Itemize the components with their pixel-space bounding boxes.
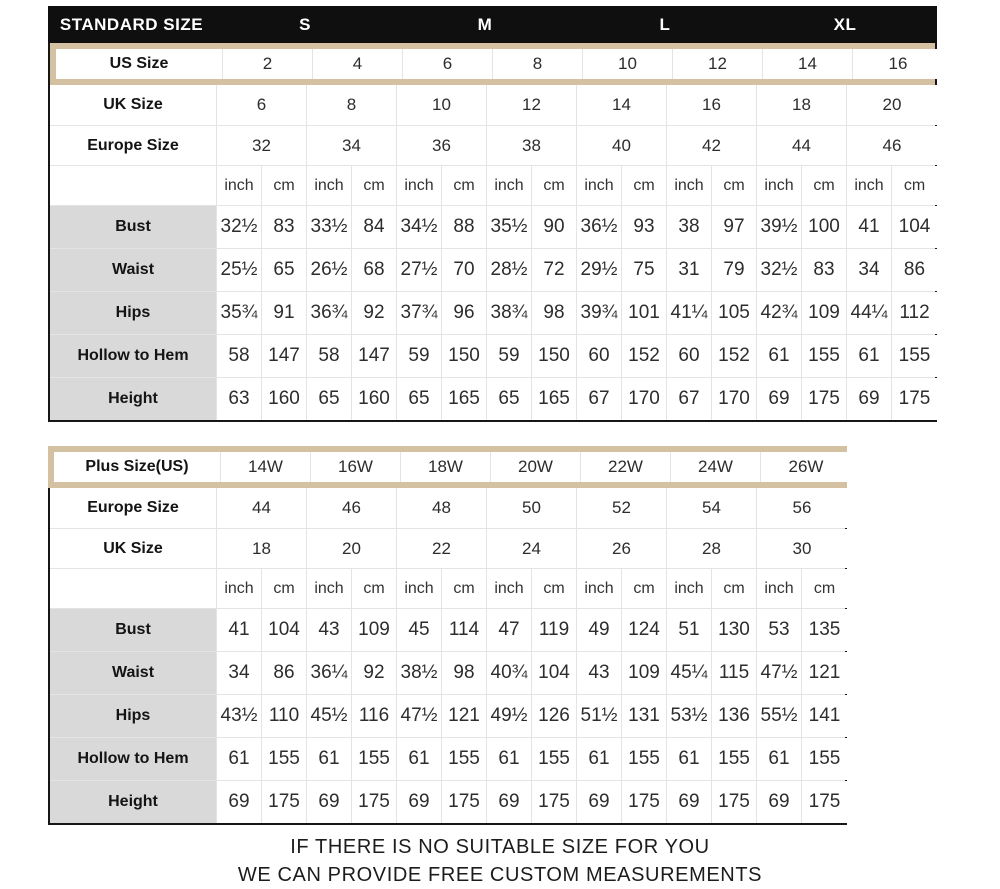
- size-value-cell: 24: [487, 529, 577, 568]
- measurement-value: 69: [397, 781, 442, 823]
- size-value-cell: 56: [757, 488, 847, 528]
- size-value-cell: 14: [577, 85, 667, 125]
- measurement-value: 32½: [217, 206, 262, 248]
- measurement-value: 53½: [667, 695, 712, 737]
- measurement-value: 175: [622, 781, 667, 823]
- measurement-value: 155: [802, 335, 847, 377]
- measurement-value: 29½: [577, 249, 622, 291]
- size-value-cell: 54: [667, 488, 757, 528]
- measurement-value: 112: [892, 292, 937, 334]
- measurement-value: 35½: [487, 206, 532, 248]
- inch-unit-cell: inch: [487, 569, 532, 608]
- size-value-cell: 14: [763, 49, 853, 79]
- measurement-value: 61: [217, 738, 262, 780]
- measurement-value: 65: [397, 378, 442, 420]
- size-letter-header: XL: [833, 14, 857, 34]
- cm-unit-cell: cm: [622, 166, 667, 205]
- size-value-cell: 2: [223, 49, 313, 79]
- measurement-value: 84: [352, 206, 397, 248]
- size-value-cell: 24W: [671, 452, 761, 482]
- measurement-value: 98: [442, 652, 487, 694]
- measurement-value: 175: [442, 781, 487, 823]
- measurement-row: [50, 780, 845, 823]
- measurement-value: 41¼: [667, 292, 712, 334]
- measurement-value: 104: [892, 206, 937, 248]
- measurement-value: 155: [532, 738, 577, 780]
- measurement-label: Waist: [50, 652, 217, 694]
- size-value-cell: 12: [673, 49, 763, 79]
- size-value-cell: 44: [217, 488, 307, 528]
- measurement-value: 45½: [307, 695, 352, 737]
- measurement-label: Height: [50, 781, 217, 823]
- measurement-value: 124: [622, 609, 667, 651]
- measurement-value: 67: [667, 378, 712, 420]
- size-value-cell: 34: [307, 126, 397, 165]
- measurement-value: 59: [487, 335, 532, 377]
- measurement-value: 61: [487, 738, 532, 780]
- cm-unit-cell: cm: [262, 166, 307, 205]
- measurement-value: 60: [667, 335, 712, 377]
- measurement-value: 32½: [757, 249, 802, 291]
- cm-unit-cell: cm: [442, 569, 487, 608]
- size-value-cell: 46: [847, 126, 937, 165]
- measurement-value: 147: [262, 335, 307, 377]
- cm-unit-cell: cm: [712, 166, 757, 205]
- size-value-cell: 12: [487, 85, 577, 125]
- measurement-value: 34: [217, 652, 262, 694]
- inch-unit-cell: inch: [217, 569, 262, 608]
- plus-size-table: [48, 446, 847, 825]
- measurement-value: 160: [352, 378, 397, 420]
- size-value-cell: 16: [667, 85, 757, 125]
- measurement-value: 69: [757, 781, 802, 823]
- measurement-value: 43½: [217, 695, 262, 737]
- measurement-value: 155: [892, 335, 937, 377]
- measurement-value: 116: [352, 695, 397, 737]
- measurement-value: 68: [352, 249, 397, 291]
- measurement-value: 175: [262, 781, 307, 823]
- size-value-cell: 48: [397, 488, 487, 528]
- inch-unit-cell: inch: [397, 569, 442, 608]
- measurement-value: 49½: [487, 695, 532, 737]
- cm-unit-cell: cm: [712, 569, 757, 608]
- measurement-row: [50, 205, 935, 248]
- size-row: [50, 85, 935, 125]
- measurement-value: 47½: [397, 695, 442, 737]
- measurement-value: 109: [622, 652, 667, 694]
- inch-unit-cell: inch: [847, 166, 892, 205]
- measurement-value: 69: [577, 781, 622, 823]
- measurement-value: 45¼: [667, 652, 712, 694]
- measurement-value: 155: [712, 738, 757, 780]
- unit-row-label: [50, 569, 217, 608]
- measurement-value: 86: [892, 249, 937, 291]
- size-value-cell: 26W: [761, 452, 851, 482]
- row-label: Europe Size: [50, 126, 217, 165]
- measurement-value: 69: [487, 781, 532, 823]
- measurement-value: 109: [802, 292, 847, 334]
- size-value-cell: 30: [757, 529, 847, 568]
- measurement-label: Hips: [50, 695, 217, 737]
- row-label: UK Size: [50, 85, 217, 125]
- measurement-value: 175: [352, 781, 397, 823]
- standard-table-header: [48, 6, 937, 43]
- size-value-cell: 50: [487, 488, 577, 528]
- size-value-cell: 20: [307, 529, 397, 568]
- inch-unit-cell: inch: [397, 166, 442, 205]
- measurement-value: 104: [262, 609, 307, 651]
- size-value-cell: 52: [577, 488, 667, 528]
- cm-unit-cell: cm: [802, 166, 847, 205]
- measurement-value: 130: [712, 609, 757, 651]
- size-value-cell: 46: [307, 488, 397, 528]
- size-row: [54, 452, 841, 482]
- measurement-value: 65: [487, 378, 532, 420]
- size-value-cell: 10: [397, 85, 487, 125]
- inch-unit-cell: inch: [667, 166, 712, 205]
- measurement-value: 175: [892, 378, 937, 420]
- size-value-cell: 8: [493, 49, 583, 79]
- measurement-value: 155: [262, 738, 307, 780]
- measurement-value: 86: [262, 652, 307, 694]
- inch-unit-cell: inch: [577, 166, 622, 205]
- measurement-value: 63: [217, 378, 262, 420]
- size-value-cell: 42: [667, 126, 757, 165]
- size-value-cell: 16W: [311, 452, 401, 482]
- measurement-label: Hips: [50, 292, 217, 334]
- measurement-value: 31: [667, 249, 712, 291]
- measurement-value: 93: [622, 206, 667, 248]
- measurement-value: 61: [577, 738, 622, 780]
- measurement-value: 110: [262, 695, 307, 737]
- measurement-value: 119: [532, 609, 577, 651]
- measurement-value: 165: [442, 378, 487, 420]
- measurement-value: 36½: [577, 206, 622, 248]
- measurement-value: 38¾: [487, 292, 532, 334]
- measurement-value: 40¾: [487, 652, 532, 694]
- measurement-value: 170: [712, 378, 757, 420]
- measurement-value: 147: [352, 335, 397, 377]
- measurement-value: 61: [397, 738, 442, 780]
- measurement-value: 109: [352, 609, 397, 651]
- measurement-value: 115: [712, 652, 757, 694]
- measurement-value: 51½: [577, 695, 622, 737]
- measurement-value: 38: [667, 206, 712, 248]
- measurement-value: 69: [217, 781, 262, 823]
- standard-size-table: [48, 6, 937, 422]
- measurement-value: 27½: [397, 249, 442, 291]
- size-value-cell: 22W: [581, 452, 671, 482]
- unit-row: [50, 568, 845, 608]
- measurement-value: 61: [757, 335, 802, 377]
- measurement-value: 69: [667, 781, 712, 823]
- measurement-value: 155: [352, 738, 397, 780]
- measurement-value: 39¾: [577, 292, 622, 334]
- measurement-value: 36¼: [307, 652, 352, 694]
- measurement-value: 37¾: [397, 292, 442, 334]
- measurement-value: 58: [307, 335, 352, 377]
- inch-unit-cell: inch: [217, 166, 262, 205]
- measurement-value: 55½: [757, 695, 802, 737]
- measurement-value: 150: [532, 335, 577, 377]
- cm-unit-cell: cm: [802, 569, 847, 608]
- measurement-value: 131: [622, 695, 667, 737]
- cm-unit-cell: cm: [352, 166, 397, 205]
- size-value-cell: 32: [217, 126, 307, 165]
- measurement-value: 45: [397, 609, 442, 651]
- size-row: [50, 125, 935, 165]
- size-value-cell: 10: [583, 49, 673, 79]
- size-row: [50, 488, 845, 528]
- measurement-value: 79: [712, 249, 757, 291]
- note-line-2: WE CAN PROVIDE FREE CUSTOM MEASUREMENTS: [237, 864, 763, 886]
- measurement-value: 155: [442, 738, 487, 780]
- inch-unit-cell: inch: [577, 569, 622, 608]
- measurement-label: Hollow to Hem: [50, 335, 217, 377]
- size-value-cell: 4: [313, 49, 403, 79]
- measurement-value: 58: [217, 335, 262, 377]
- measurement-value: 43: [307, 609, 352, 651]
- unit-row: [50, 165, 935, 205]
- inch-unit-cell: inch: [487, 166, 532, 205]
- inch-unit-cell: inch: [757, 166, 802, 205]
- size-value-cell: 36: [397, 126, 487, 165]
- measurement-row: [50, 608, 845, 651]
- measurement-row: [50, 651, 845, 694]
- measurement-row: [50, 377, 935, 420]
- standard-table-body: [48, 43, 937, 422]
- measurement-value: 155: [802, 738, 847, 780]
- cm-unit-cell: cm: [442, 166, 487, 205]
- size-value-cell: 20W: [491, 452, 581, 482]
- measurement-label: Hollow to Hem: [50, 738, 217, 780]
- measurement-value: 126: [532, 695, 577, 737]
- size-value-cell: 44: [757, 126, 847, 165]
- inch-unit-cell: inch: [667, 569, 712, 608]
- size-value-cell: 26: [577, 529, 667, 568]
- measurement-value: 61: [307, 738, 352, 780]
- measurement-value: 100: [802, 206, 847, 248]
- measurement-value: 47: [487, 609, 532, 651]
- size-letter-header: M: [477, 14, 493, 34]
- measurement-value: 47½: [757, 652, 802, 694]
- measurement-value: 165: [532, 378, 577, 420]
- size-value-cell: 20: [847, 85, 937, 125]
- measurement-label: Bust: [50, 609, 217, 651]
- measurement-value: 175: [532, 781, 577, 823]
- inch-unit-cell: inch: [307, 166, 352, 205]
- size-row: [56, 49, 929, 79]
- size-value-cell: 18W: [401, 452, 491, 482]
- cm-unit-cell: cm: [262, 569, 307, 608]
- measurement-value: 121: [442, 695, 487, 737]
- measurement-row: [50, 291, 935, 334]
- measurement-value: 70: [442, 249, 487, 291]
- measurement-value: 69: [847, 378, 892, 420]
- measurement-row: [50, 694, 845, 737]
- measurement-value: 121: [802, 652, 847, 694]
- cm-unit-cell: cm: [532, 569, 577, 608]
- measurement-value: 96: [442, 292, 487, 334]
- measurement-value: 69: [757, 378, 802, 420]
- measurement-value: 41: [217, 609, 262, 651]
- measurement-row: [50, 334, 935, 377]
- measurement-value: 175: [802, 378, 847, 420]
- unit-row-label: [50, 166, 217, 205]
- measurement-value: 105: [712, 292, 757, 334]
- size-row: [50, 528, 845, 568]
- plus-size-highlight-band: [48, 446, 847, 488]
- measurement-value: 92: [352, 292, 397, 334]
- measurement-value: 60: [577, 335, 622, 377]
- measurement-value: 88: [442, 206, 487, 248]
- measurement-value: 97: [712, 206, 757, 248]
- size-value-cell: 28: [667, 529, 757, 568]
- measurement-value: 141: [802, 695, 847, 737]
- measurement-value: 90: [532, 206, 577, 248]
- measurement-value: 101: [622, 292, 667, 334]
- measurement-value: 42¾: [757, 292, 802, 334]
- size-value-cell: 16: [853, 49, 943, 79]
- measurement-value: 36¾: [307, 292, 352, 334]
- us-size-highlight-band: [50, 43, 935, 85]
- measurement-value: 28½: [487, 249, 532, 291]
- measurement-value: 53: [757, 609, 802, 651]
- row-label: Europe Size: [50, 488, 217, 528]
- cm-unit-cell: cm: [892, 166, 937, 205]
- measurement-value: 65: [262, 249, 307, 291]
- measurement-value: 150: [442, 335, 487, 377]
- measurement-value: 38½: [397, 652, 442, 694]
- note-line-1: IF THERE IS NO SUITABLE SIZE FOR YOU: [290, 836, 710, 858]
- row-label: UK Size: [50, 529, 217, 568]
- row-label: US Size: [56, 49, 223, 79]
- measurement-value: 92: [352, 652, 397, 694]
- measurement-value: 67: [577, 378, 622, 420]
- size-value-cell: 14W: [221, 452, 311, 482]
- measurement-label: Bust: [50, 206, 217, 248]
- measurement-value: 170: [622, 378, 667, 420]
- measurement-value: 34½: [397, 206, 442, 248]
- size-value-cell: 40: [577, 126, 667, 165]
- inch-unit-cell: inch: [307, 569, 352, 608]
- size-value-cell: 38: [487, 126, 577, 165]
- measurement-label: Height: [50, 378, 217, 420]
- measurement-value: 59: [397, 335, 442, 377]
- measurement-value: 41: [847, 206, 892, 248]
- cm-unit-cell: cm: [622, 569, 667, 608]
- inch-unit-cell: inch: [757, 569, 802, 608]
- measurement-value: 35¾: [217, 292, 262, 334]
- measurement-value: 61: [847, 335, 892, 377]
- custom-size-note: [0, 833, 1000, 889]
- measurement-value: 83: [802, 249, 847, 291]
- measurement-value: 91: [262, 292, 307, 334]
- plus-table-body: [48, 488, 847, 825]
- measurement-value: 25½: [217, 249, 262, 291]
- measurement-value: 69: [307, 781, 352, 823]
- measurement-value: 152: [622, 335, 667, 377]
- measurement-value: 136: [712, 695, 757, 737]
- size-value-cell: 6: [217, 85, 307, 125]
- measurement-value: 65: [307, 378, 352, 420]
- measurement-value: 43: [577, 652, 622, 694]
- cm-unit-cell: cm: [532, 166, 577, 205]
- cm-unit-cell: cm: [352, 569, 397, 608]
- size-value-cell: 22: [397, 529, 487, 568]
- standard-size-title: STANDARD SIZE: [59, 14, 204, 34]
- measurement-value: 83: [262, 206, 307, 248]
- measurement-value: 44¼: [847, 292, 892, 334]
- measurement-value: 75: [622, 249, 667, 291]
- measurement-value: 72: [532, 249, 577, 291]
- measurement-value: 51: [667, 609, 712, 651]
- measurement-label: Waist: [50, 249, 217, 291]
- measurement-value: 26½: [307, 249, 352, 291]
- measurement-value: 104: [532, 652, 577, 694]
- measurement-value: 114: [442, 609, 487, 651]
- size-value-cell: 6: [403, 49, 493, 79]
- measurement-value: 175: [802, 781, 847, 823]
- measurement-row: [50, 248, 935, 291]
- measurement-value: 152: [712, 335, 757, 377]
- measurement-value: 175: [712, 781, 757, 823]
- row-label: Plus Size(US): [54, 452, 221, 482]
- measurement-value: 135: [802, 609, 847, 651]
- measurement-value: 39½: [757, 206, 802, 248]
- measurement-value: 49: [577, 609, 622, 651]
- measurement-value: 34: [847, 249, 892, 291]
- size-value-cell: 18: [217, 529, 307, 568]
- measurement-value: 61: [757, 738, 802, 780]
- measurement-value: 61: [667, 738, 712, 780]
- measurement-value: 160: [262, 378, 307, 420]
- size-letter-header: L: [659, 14, 671, 34]
- measurement-value: 98: [532, 292, 577, 334]
- size-letter-header: S: [299, 14, 311, 34]
- measurement-row: [50, 737, 845, 780]
- measurement-value: 155: [622, 738, 667, 780]
- size-value-cell: 8: [307, 85, 397, 125]
- size-value-cell: 18: [757, 85, 847, 125]
- measurement-value: 33½: [307, 206, 352, 248]
